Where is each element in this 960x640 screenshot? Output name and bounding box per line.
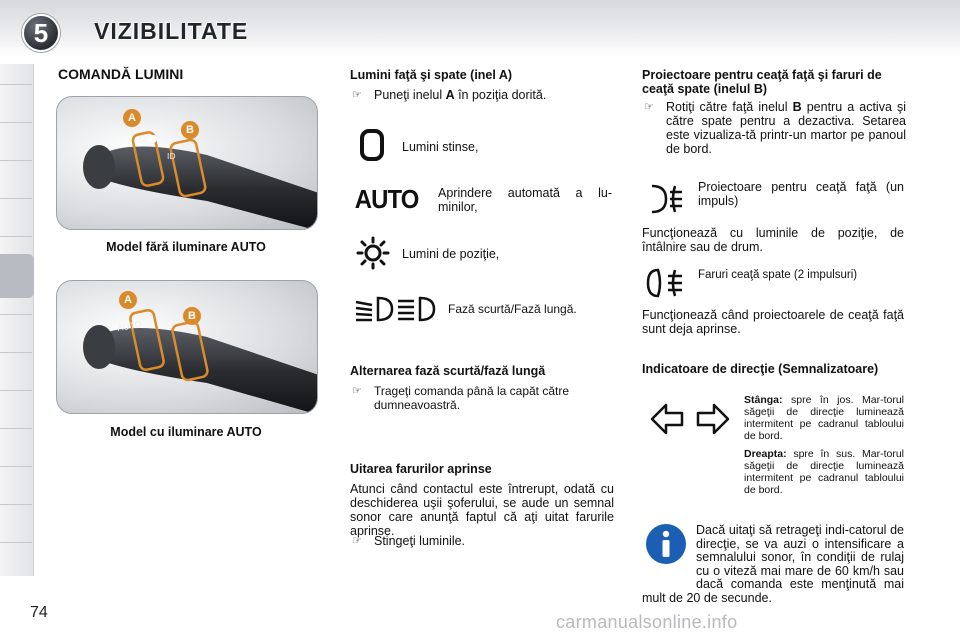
- tab-divider: [0, 390, 32, 391]
- stalk-illustration: [57, 281, 318, 414]
- bullet-rotate-ring-b: [644, 100, 906, 156]
- turn-signal-arrows-icon: [650, 402, 730, 436]
- position-lights-label: Lumini de poziţie,: [402, 247, 500, 261]
- bullet-icon: ☞: [352, 385, 362, 397]
- position-lights-icon: [356, 236, 390, 270]
- bullet-switch-off: [352, 534, 616, 548]
- tab-divider: [0, 84, 32, 85]
- rear-fog-label: Faruri ceaţă spate (2 impulsuri): [698, 269, 858, 281]
- photo-stalk-auto: [56, 280, 318, 414]
- section-title-light-control: COMANDĂ LUMINI: [58, 66, 184, 82]
- bullet-text: Stingeţi luminile.: [374, 534, 466, 548]
- info-icon-spacer: [642, 524, 696, 580]
- tab-divider: [0, 236, 32, 237]
- tab-divider: [0, 122, 32, 123]
- label-b-marker: B: [183, 307, 201, 325]
- chapter-tab-strip: [0, 64, 34, 576]
- front-fog-label: Proiectoare pentru ceaţă faţă (un impuls): [698, 180, 904, 208]
- front-fog-text: Funcţionează cu luminile de poziţie, de întâlnire sau de drum.: [642, 226, 904, 254]
- bullet-icon: ☞: [352, 535, 362, 547]
- heading-lights-left-on: Uitarea farurilor aprinse: [350, 462, 492, 476]
- chapter-tab-active[interactable]: [0, 254, 34, 298]
- watermark: carmanualsonline.info: [556, 612, 738, 632]
- auto-engraving: AUTO: [116, 318, 143, 334]
- heading-beam-alternation: Alternarea fază scurtă/fază lungă: [350, 364, 546, 378]
- beam-label: Fază scurtă/Fază lungă.: [448, 302, 577, 316]
- tab-divider: [0, 198, 32, 199]
- chapter-badge: 5: [22, 14, 60, 52]
- auto-lights-label: Aprindere automată a lu-minilor,: [438, 186, 612, 214]
- rear-fog-lamp-icon: [646, 266, 684, 300]
- tab-divider: [0, 542, 32, 543]
- tab-divider: [0, 504, 32, 505]
- lights-left-on-text: Atunci când contactul este întrerupt, odată cu deschiderea uşii şoferului, se aude un semnal sonor care anunţă faptul că aţi uitat farurile aprinse.: [350, 482, 614, 538]
- rear-fog-text: Funcţionează când proiectoarele de ceaţă faţă sunt deja aprinse.: [642, 308, 904, 336]
- label-a-marker: A: [119, 291, 137, 309]
- photo-stalk-no-auto: [56, 96, 318, 230]
- tab-divider: [0, 160, 32, 161]
- bullet-text: Trageţi comanda până la capăt către dumneavoastră.: [374, 384, 570, 412]
- bullet-pull-stalk: [352, 384, 616, 412]
- info-note: Dacă uitaţi să retrageţi indi-catorul de direcţie, se va auzi o intensificare a semnalului sonor, în condiţii de rulaj cu o viteză mai mare de 60 km/h sau dacă comanda este menţinută mai mult de 20 de secunde.: [642, 523, 904, 605]
- caption-no-auto: Model fără iluminare AUTO: [106, 240, 266, 254]
- right-indicator-text: Dreapta: spre în sus. Mar-torul săgeţii de direcţie luminează intermitent pe cadranul tabloului de bord.: [744, 448, 904, 496]
- bullet-text: Puneţi inelul A în poziţia dorită.: [374, 88, 547, 102]
- tab-divider: [0, 314, 32, 315]
- bullet-text: Rotiţi către faţă inelul B pentru a activa şi către spate pentru a dezactiva. Setarea este vizualiza-tă printr-un martor pe panoul de bord.: [666, 100, 907, 156]
- page-title: VIZIBILITATE: [94, 18, 249, 44]
- lights-off-icon: [358, 128, 388, 162]
- svg-text:ID: ID: [167, 152, 176, 161]
- caption-auto: Model cu iluminare AUTO: [110, 425, 262, 439]
- label-a-marker: A: [123, 109, 141, 127]
- heading-fog-lamps: Proiectoare pentru ceaţă faţă şi faruri de ceaţă spate (inelul B): [642, 68, 882, 96]
- bullet-icon: ☞: [352, 89, 362, 101]
- bullet-icon: ☞: [644, 101, 654, 113]
- label-b-marker: B: [181, 121, 199, 139]
- heading-direction-indicators: Indicatoare de direcţie (Semnalizatoare): [642, 362, 879, 376]
- tab-divider: [0, 352, 32, 353]
- page-number: 74: [30, 604, 48, 621]
- bullet-set-ring-a: [352, 88, 612, 102]
- tab-divider: [0, 428, 32, 429]
- heading-front-rear-lights: Lumini faţă şi spate (inel A): [350, 68, 513, 82]
- stalk-illustration: [57, 97, 318, 230]
- left-indicator-text: Stânga: spre în jos. Mar-torul săgeţii de direcţie luminează intermitent pe cadranul tabloului de bord.: [744, 394, 904, 442]
- dipped-main-beam-icon: [352, 294, 436, 324]
- tab-divider: [0, 466, 32, 467]
- lights-off-label: Lumini stinse,: [402, 140, 479, 154]
- front-fog-lamp-icon: [648, 182, 684, 216]
- auto-lights-icon: AUTO: [354, 184, 419, 214]
